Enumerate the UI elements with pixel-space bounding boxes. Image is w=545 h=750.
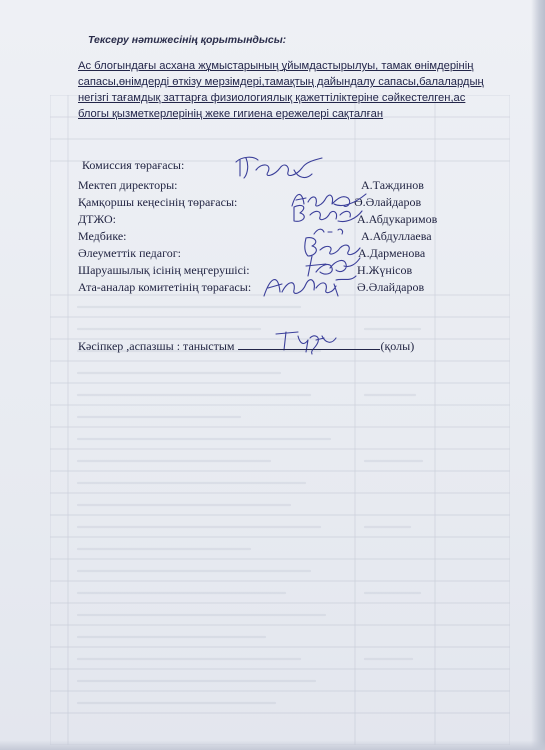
member-role: ДТЖО:	[78, 212, 116, 226]
result-line: Ас блогындағы асхана жұмыстарының ұйымдастырылуы, тамак өнімдерінің	[78, 60, 474, 72]
member-role: Комиссия төрағасы:	[82, 158, 185, 172]
acknowledgement-line	[78, 338, 414, 354]
page-edge-shadow	[531, 0, 545, 750]
signature-deputy	[290, 201, 364, 225]
signature-underline	[238, 338, 380, 350]
acknowledgement-label: Кәсіпкер ,аспазшы : таныстым	[78, 339, 235, 353]
result-line: негізгі тағамдық заттарға физиологиялық қажеттіліктеріне сәйкестелген,ас	[78, 92, 466, 104]
page-edge-shadow	[0, 740, 545, 750]
result-line: блогы қызметкерлерінің жеке гигиена ережелері сақталған	[78, 108, 384, 120]
member-name: А.Абдуллаева	[361, 229, 432, 243]
member-role: Қамқоршы кеңесінің төрағасы:	[78, 195, 238, 209]
member-name: А.Таждинов	[361, 178, 424, 192]
member-role: Медбике:	[78, 229, 127, 243]
member-role: Ата-аналар комитетінің төрағасы:	[78, 280, 252, 294]
acknowledgement-suffix: (қолы)	[380, 339, 415, 353]
result-line: сапасы,өнімдерді өткізу мерзімдері,тамақтың дайындалу сапасы,балалардың	[78, 76, 484, 88]
inspection-result	[78, 58, 508, 122]
signature-parents-committee	[262, 270, 358, 300]
member-name: А.Дарменова	[358, 246, 426, 260]
signature-chairman	[232, 148, 332, 188]
member-name: А.Абдукаримов	[357, 212, 438, 226]
member-role: Шаруашылық ісінің меңгерушісі:	[78, 263, 250, 277]
member-role: Әлеуметтік педагог:	[78, 246, 181, 260]
report-heading: Тексеру нәтижесінің қорытындысы:	[88, 34, 287, 46]
member-name: Ә.Әлайдаров	[357, 280, 425, 294]
member-name: Н.Жүнісов	[357, 263, 413, 277]
member-name: Ә.Әлайдаров	[354, 195, 422, 209]
member-role: Мектеп директоры:	[78, 178, 178, 192]
